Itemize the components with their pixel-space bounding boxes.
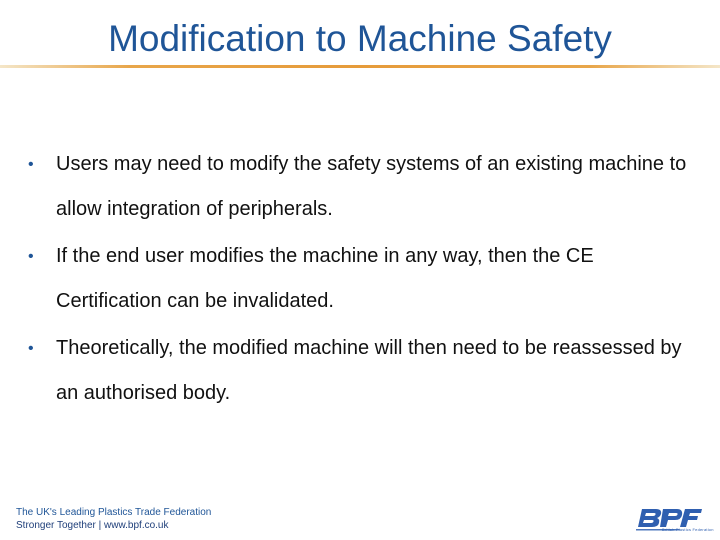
bullet-item-1 [26, 142, 696, 232]
footer-tagline: The UK's Leading Plastics Trade Federation [16, 507, 212, 518]
title-underline [0, 65, 720, 68]
bullet-text: Users may need to modify the safety systems of an existing machine to allow integration of peripherals. [56, 153, 687, 220]
bullet-text: If the end user modifies the machine in any way, then the CE Certification can be invalidated. [56, 245, 594, 312]
bullet-icon: • [28, 248, 34, 265]
footer [16, 506, 211, 532]
bullet-icon: • [28, 156, 34, 173]
slide-title: Modification to Machine Safety [108, 18, 612, 59]
bullet-text: Theoretically, the modified machine will then need to be reassessed by an authorised body. [56, 337, 682, 404]
bullet-item-2 [26, 234, 696, 324]
bullet-item-3 [26, 326, 696, 416]
bullet-list [26, 142, 696, 418]
footer-link-line: Stronger Together | www.bpf.co.uk [16, 520, 169, 531]
logo-caption: British Plastics Federation [662, 527, 714, 532]
bullet-icon: • [28, 340, 34, 357]
